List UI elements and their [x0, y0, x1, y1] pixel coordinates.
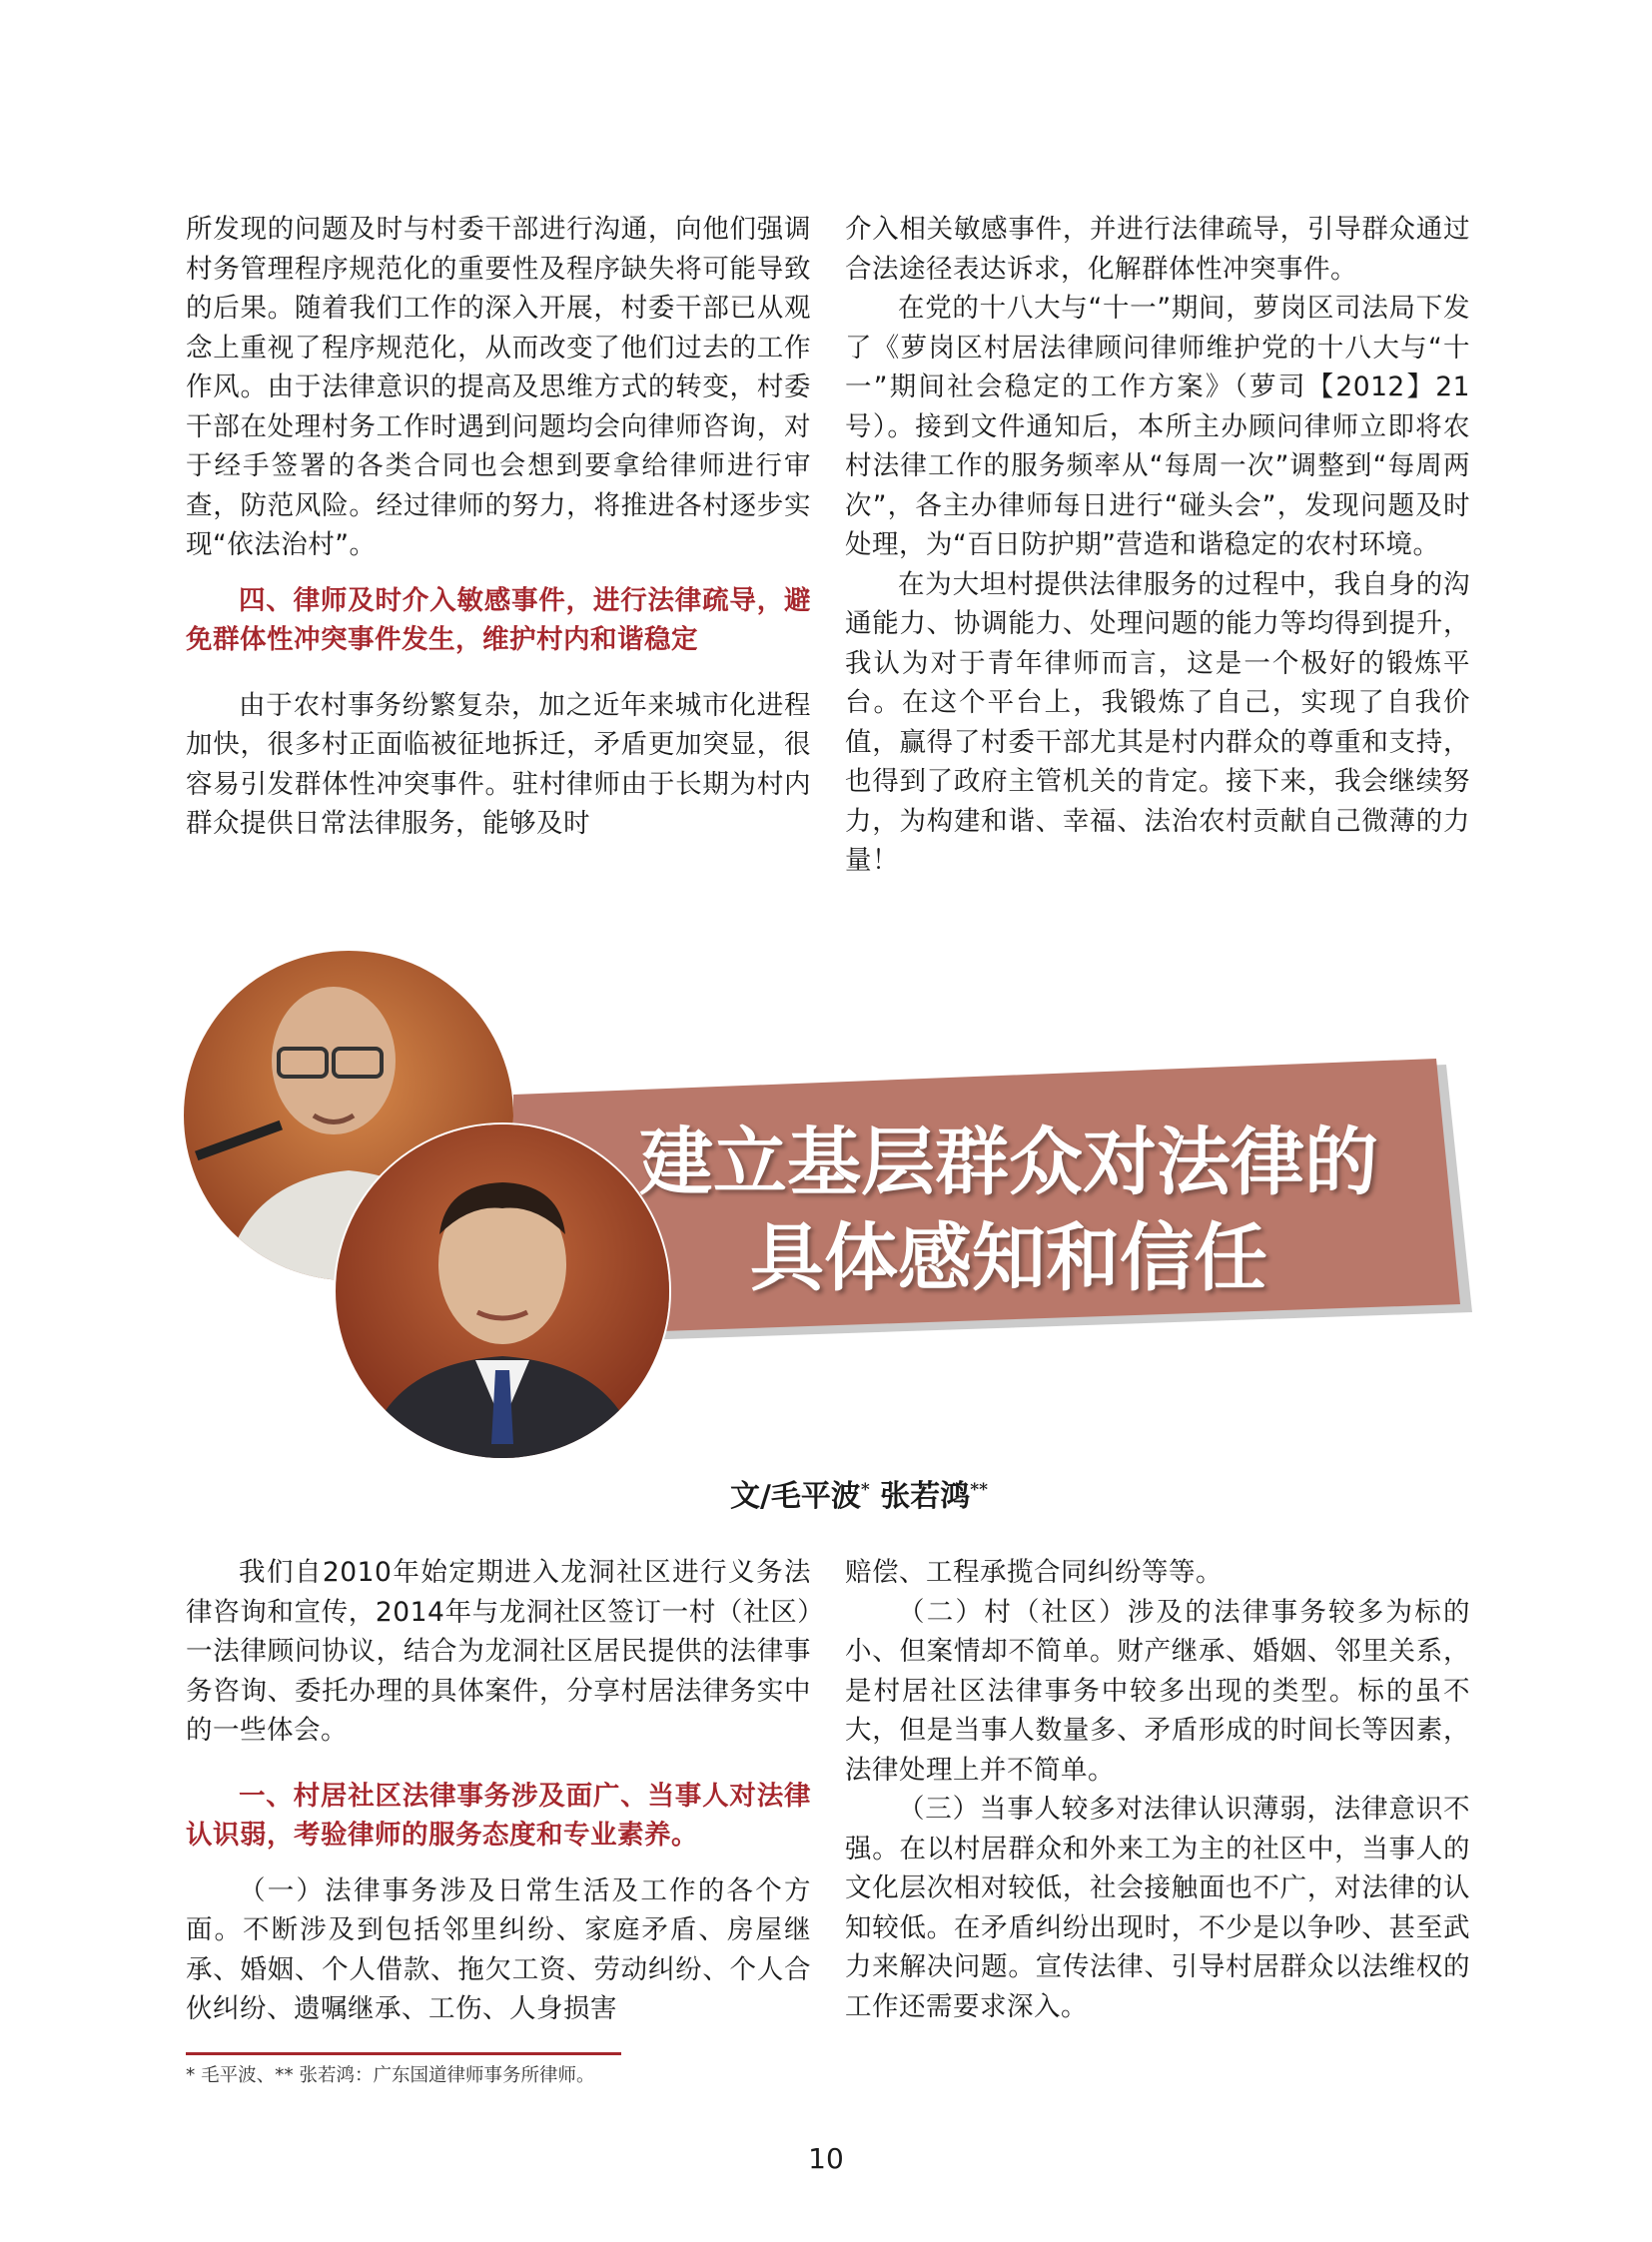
section-heading-4: 四、律师及时介入敏感事件，进行法律疏导，避免群体性冲突事件发生，维护村内和谐稳定	[186, 584, 811, 655]
article-title	[559, 1115, 1458, 1306]
top-left-column	[186, 210, 811, 844]
byline-prefix: 文/毛平波	[729, 1479, 861, 1514]
top-right-column	[845, 210, 1470, 881]
byline-name-2: 张若鸿	[869, 1479, 971, 1514]
paragraph: 由于农村事务纷繁复杂，加之近年来城市化进程加快，很多村正面临被征地拆迁，矛盾更加突显，很容易引发群体性冲突事件。驻村律师由于长期为村内群众提供日常法律服务，能够及时	[186, 689, 811, 839]
byline	[559, 1471, 1159, 1515]
author-photo-2	[336, 1124, 669, 1458]
paragraph: 在为大坦村提供法律服务的过程中，我自身的沟通能力、协调能力、处理问题的能力等均得到提升，我认为对于青年律师而言，这是一个极好的锻炼平台。在这个平台上，我锻炼了自己，实现了自我价值，赢得了村委干部尤其是村内群众的尊重和支持，也得到了政府主管机关的肯定。接下来，我会继续努力，为构建和谐、幸福、法治农村贡献自己微薄的力量！	[845, 568, 1470, 876]
paragraph: 所发现的问题及时与村委干部进行沟通，向他们强调村务管理程序规范化的重要性及程序缺失将可能导致的后果。随着我们工作的深入开展，村委干部已从观念上重视了程序规范化，从而改变了他们过去的工作作风。由于法律意识的提高及思维方式的转变，村委干部在处理村务工作时遇到问题均会向律师咨询，对于经手签署的各类合同也会想到要拿给律师进行审查，防范风险。经过律师的努力，将推进各村逐步实现“依法治村”。	[186, 214, 811, 560]
paragraph: 赔偿、工程承揽合同纠纷等等。	[845, 1557, 1223, 1588]
paragraph: （二）村（社区）涉及的法律事务较多为标的小、但案情却不简单。财产继承、婚姻、邻里关系，是村居社区法律事务中较多出现的类型。标的虽不大，但是当事人数量多、矛盾形成的时间长等因素，法律处理上并不简单。	[845, 1596, 1470, 1786]
paragraph: （一）法律事务涉及日常生活及工作的各个方面。不断涉及到包括邻里纠纷、家庭矛盾、房屋继承、婚姻、个人借款、拖欠工资、劳动纠纷、个人合伙纠纷、遗嘱继承、工伤、人身损害	[186, 1874, 811, 2024]
footnote-rule	[186, 2052, 621, 2055]
article-right-column	[845, 1553, 1470, 2026]
paragraph: （三）当事人较多对法律认识薄弱，法律意识不强。在以村居群众和外来工为主的社区中，当事人的文化层次相对较低，社会接触面也不广，对法律的认知较低。在矛盾纠纷出现时，不少是以争吵、甚至武力来解决问题。宣传法律、引导村居群众以法维权的工作还需要求深入。	[845, 1794, 1470, 2022]
paragraph: 在党的十八大与“十一”期间，萝岗区司法局下发了《萝岗区村居法律顾问律师维护党的十八大与“十一”期间社会稳定的工作方案》（萝司【2012】21号）。接到文件通知后，本所主办顾问律师立即将农村法律工作的服务频率从“每周一次”调整到“每周两次”，各主办律师每日进行“碰头会”，发现问题及时处理，为“百日防护期”营造和谐稳定的农村环境。	[845, 293, 1470, 560]
section-heading-1: 一、村居社区法律事务涉及面广、当事人对法律认识弱，考验律师的服务态度和专业素养。	[186, 1780, 811, 1851]
article-left-column	[186, 1553, 811, 2029]
paragraph: 我们自2010年始定期进入龙洞社区进行义务法律咨询和宣传，2014年与龙洞社区签订一村（社区）一法律顾问协议，结合为龙洞社区居民提供的法律事务咨询、委托办理的具体案件，分享村居法律务实中的一些体会。	[186, 1557, 811, 1746]
footnote: * 毛平波、** 张若鸿：广东国道律师事务所律师。	[186, 2065, 595, 2086]
title-line-1: 建立基层群众对法律的	[639, 1120, 1378, 1205]
byline-mark-1: *	[860, 1480, 870, 1500]
paragraph: 介入相关敏感事件，并进行法律疏导，引导群众通过合法途径表达诉求，化解群体性冲突事件。	[845, 214, 1470, 285]
title-line-2: 具体感知和信任	[750, 1215, 1267, 1301]
byline-mark-2: **	[970, 1480, 989, 1500]
page-number: 10	[808, 2142, 844, 2175]
